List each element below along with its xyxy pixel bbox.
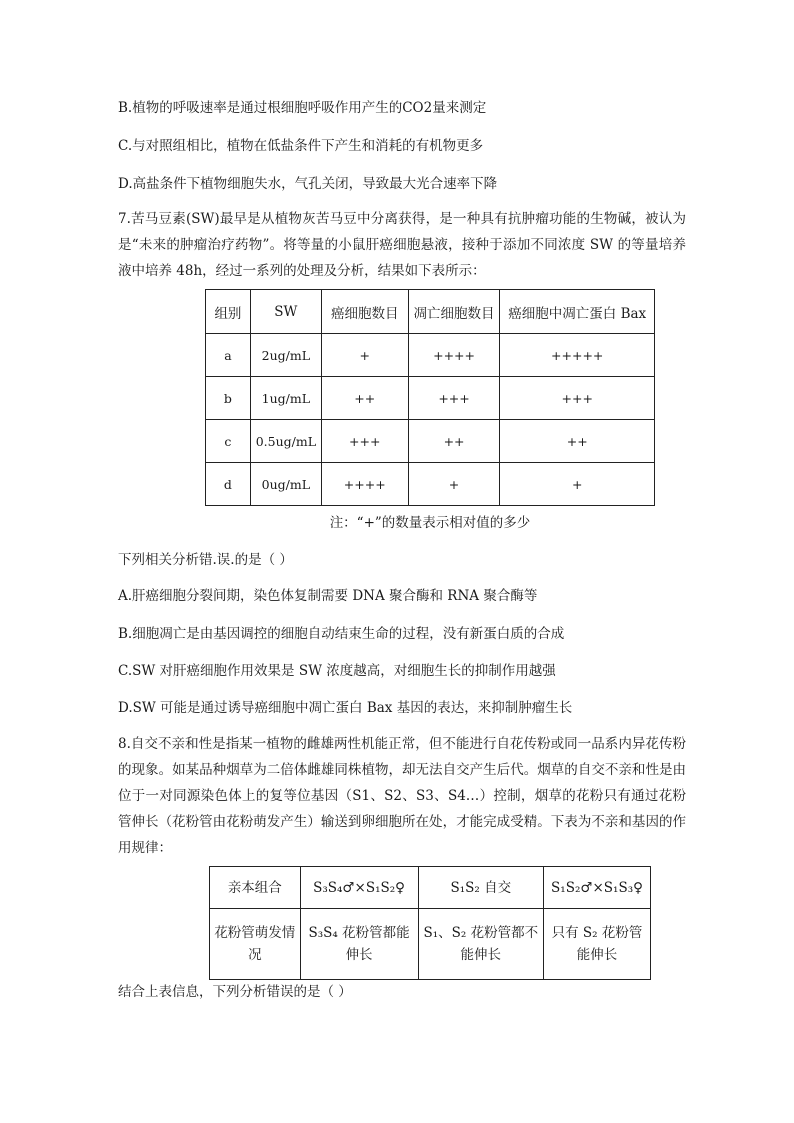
q7-question: 下列相关分析错.误.的是（ ）	[118, 552, 293, 568]
table-cell: S₃S₄ 花粉管都能伸长	[300, 909, 418, 980]
table-cell: ++	[500, 420, 655, 463]
q7-option-a: A.肝癌细胞分裂间期，染色体复制需要 DNA 聚合酶和 RNA 聚合酶等	[118, 588, 538, 604]
q7-option-b: B.细胞凋亡是由基因调控的细胞自动结束生命的过程，没有新蛋白质的合成	[118, 626, 565, 642]
table-header-row	[206, 290, 655, 334]
q6-option-b: B.植物的呼吸速率是通过根细胞呼吸作用产生的CO2量来测定	[118, 100, 487, 116]
table-cell: S₁、S₂ 花粉管都不能伸长	[418, 909, 544, 980]
table-row	[206, 463, 655, 506]
incompatibility-table	[209, 866, 651, 980]
table-cell: a	[206, 334, 251, 377]
table-cell: c	[206, 420, 251, 463]
table-cell: ++	[321, 377, 408, 420]
table-cell: +	[500, 463, 655, 506]
q7-option-c: C.SW 对肝癌细胞作用效果是 SW 浓度越高，对细胞生长的抑制作用越强	[118, 663, 556, 679]
q7-option-d: D.SW 可能是通过诱导癌细胞中凋亡蛋白 Bax 基因的表达，来抑制肿瘤生长	[118, 700, 573, 716]
table-cell: 1ug/mL	[250, 377, 321, 420]
table-header-cell: 癌细胞数目	[321, 290, 408, 334]
table-cell: +++	[321, 420, 408, 463]
table-cell: +	[321, 334, 408, 377]
table-cell: ++++	[321, 463, 408, 506]
table-cell: 花粉管萌发情况	[210, 909, 301, 980]
q8-stem: 8.自交不亲和性是指某一植物的雌雄两性机能正常，但不能进行自花传粉或同一品系内异花传粉的现象。如某品种烟草为二倍体雌雄同株植物，却无法自交产生后代。烟草的自交不亲和性是由位于一对同源染色体上的复等位基因（S1、S2、S3、S4…）控制，烟草的花粉只有通过花粉管伸长（花粉管由花粉萌发产生）输送到卵细胞所在处，才能完成受精。下表为不亲和基因的作用规律：	[118, 736, 686, 856]
table-cell: d	[206, 463, 251, 506]
table-cell: +++	[500, 377, 655, 420]
table-header-cell: 组别	[206, 290, 251, 334]
sw-results-table	[205, 289, 655, 506]
table-row	[210, 867, 651, 909]
table-row	[206, 334, 655, 377]
table-cell: 2ug/mL	[250, 334, 321, 377]
table-header-cell: 癌细胞中凋亡蛋白 Bax	[500, 290, 655, 334]
table-row	[206, 377, 655, 420]
q7-stem: 7.苦马豆素(SW)最早是从植物灰苦马豆中分离获得，是一种具有抗肿瘤功能的生物碱，被认为是“未来的肿瘤治疗药物”。将等量的小鼠肝癌细胞悬液，接种于添加不同浓度 SW 的等量培养液中培养 48h，经过一系列的处理及分析，结果如下表所示：	[118, 211, 686, 279]
table-cell: +++++	[500, 334, 655, 377]
table-note: 注：“+”的数量表示相对值的多少	[329, 515, 531, 531]
table-cell: 0ug/mL	[250, 463, 321, 506]
table-cell: 0.5ug/mL	[250, 420, 321, 463]
table-cell: +++	[408, 377, 500, 420]
table-cell: ++	[408, 420, 500, 463]
table-row	[206, 420, 655, 463]
table-header-cell: 凋亡细胞数目	[408, 290, 500, 334]
q6-option-c: C.与对照组相比，植物在低盐条件下产生和消耗的有机物更多	[118, 138, 484, 154]
table-cell: b	[206, 377, 251, 420]
table-row	[210, 909, 651, 980]
q8-question: 结合上表信息，下列分析错误的是（ ）	[118, 984, 352, 1000]
table-cell: ++++	[408, 334, 500, 377]
q6-option-d: D.高盐条件下植物细胞失水，气孔关闭，导致最大光合速率下降	[118, 176, 498, 192]
table-cell: 只有 S₂ 花粉管能伸长	[544, 909, 651, 980]
table-cell: S₁S₂♂×S₁S₃♀	[544, 867, 651, 909]
table-header-cell: SW	[250, 290, 321, 334]
table-cell: +	[408, 463, 500, 506]
table-cell: S₁S₂ 自交	[418, 867, 544, 909]
table-cell: 亲本组合	[210, 867, 301, 909]
table-cell: S₃S₄♂×S₁S₂♀	[300, 867, 418, 909]
